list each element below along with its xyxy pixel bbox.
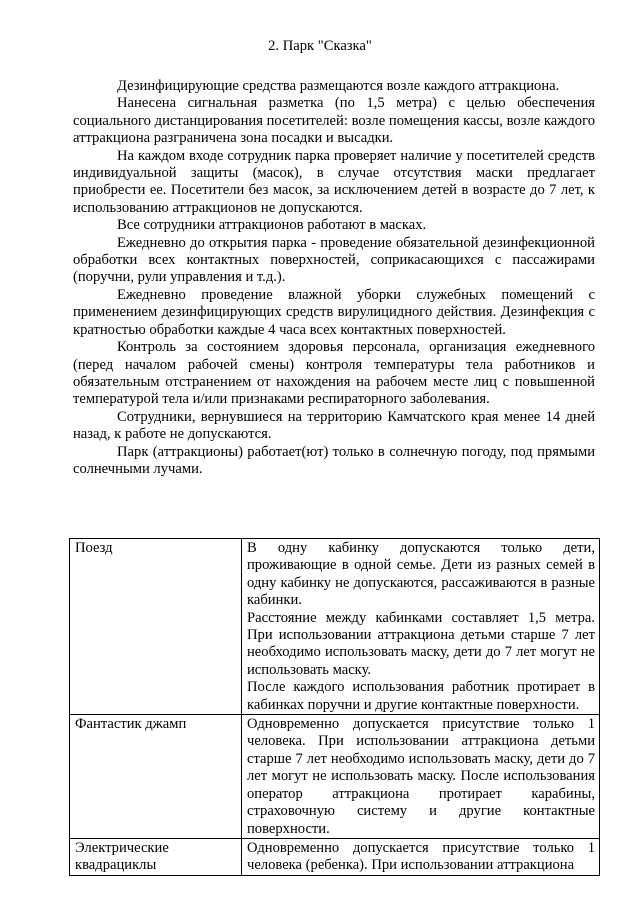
table-row (70, 539, 600, 715)
rule-text: Одновременно допускается присутствие только 1 человека (ребенка). При использовании аттракциона (247, 839, 595, 874)
attraction-name-cell: Фантастик джамп (70, 715, 242, 839)
section-heading: 2. Парк "Сказка" (268, 38, 372, 54)
table-row (70, 838, 600, 875)
rule-text: Одновременно допускается присутствие только 1 человека. При использовании аттракциона детьми старше 7 лет необходимо использовать маску, дети до 7 лет могут не использовать маску. После использования оператор аттракциона протирает карабины, страховочную систему и другие контактные поверхности. (247, 716, 595, 837)
attraction-name-cell: Поезд (70, 539, 242, 715)
attraction-rules-cell (242, 539, 600, 715)
paragraph-sunny-weather: Парк (аттракционы) работает(ют) только в солнечную погоду, под прямыми солнечными лучами. (73, 443, 595, 477)
paragraph-floor-marking: Нанесена сигнальная разметка (по 1,5 метра) с целью обеспечения социального дистанцирования посетителей: возле помещения кассы, возле каждого аттракциона разграничена зона посадки и высадки. (73, 95, 595, 147)
body-text (73, 78, 595, 478)
attraction-rules-cell (242, 838, 600, 875)
rule-text: Расстояние между кабинками составляет 1,5 метра. При использовании аттракциона детьми старше 7 лет необходимо использовать маску, дети до 7 лет могут не использовать маску. (247, 609, 595, 678)
attraction-rules-cell (242, 715, 600, 839)
table-row (70, 715, 600, 839)
paragraph-returning-staff: Сотрудники, вернувшиеся на территорию Камчатского края менее 14 дней назад, к работе не допускаются. (73, 408, 595, 443)
rule-text: В одну кабинку допускаются только дети, проживающие в одной семье. Дети из разных семей в одну кабинку не допускаются, рассаживаются в разные кабинки. (247, 540, 595, 609)
paragraph-daily-disinfection: Ежедневно до открытия парка - проведение обязательной дезинфекционной обработки всех контактных поверхностей, соприкасающихся с пассажирами (поручни, рули управления и т.д.). (73, 234, 595, 286)
paragraph-wet-cleaning: Ежедневно проведение влажной уборки служебных помещений с применением дезинфицирующих средств вирулицидного действия. Дезинфекция с кратностью обработки каждые 4 часа всех контактных поверхностей. (73, 286, 595, 338)
rule-text: После каждого использования работник протирает в кабинках поручни и другие контактные поверхности. (247, 679, 595, 713)
paragraph-staff-masks: Все сотрудники аттракционов работают в масках. (117, 217, 427, 234)
attractions-table (69, 538, 600, 876)
paragraph-disinfectants: Дезинфицирующие средства размещаются возле каждого аттракциона. (117, 78, 560, 94)
paragraph-mask-check: На каждом входе сотрудник парка проверяет наличие у посетителей средств индивидуальной защиты (масок), в случае отсутствия маски предлагает приобрести ее. Посетители без масок, за исключением детей в возрасте до 7 лет, к использованию аттракционов не допускаются. (73, 147, 595, 216)
paragraph-health-control: Контроль за состоянием здоровья персонала, организация ежедневного (перед началом рабочей смены) контроля температуры тела работников и обязательным отстранением от нахождения на рабочем месте лиц с повышенной температурой тела и/или признаками респираторного заболевания. (73, 339, 595, 408)
attraction-name-cell: Электрические квадрациклы (70, 838, 242, 875)
